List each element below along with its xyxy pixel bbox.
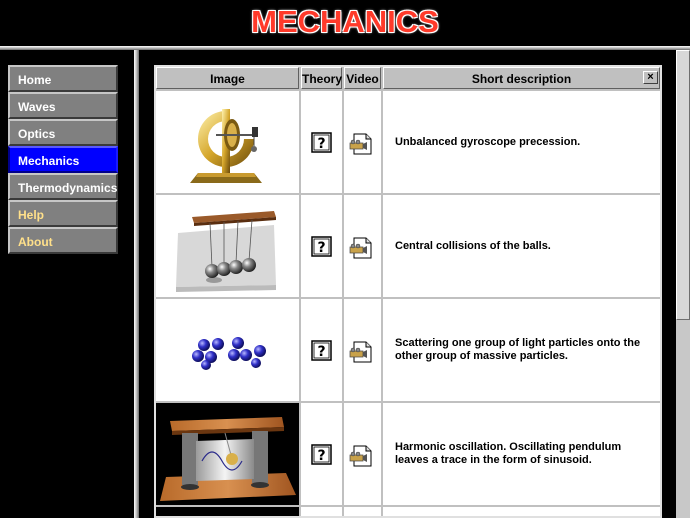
theory-cell	[301, 507, 342, 518]
harmonic-oscillation-image[interactable]	[156, 403, 299, 505]
svg-text:?: ?	[317, 136, 326, 152]
theory-cell	[301, 195, 342, 297]
gyroscope-image[interactable]	[156, 91, 299, 193]
image-cell	[156, 91, 299, 193]
theory-help-icon[interactable]	[311, 444, 332, 465]
sidebar-nav	[8, 65, 118, 254]
table-row	[156, 507, 660, 518]
table-row	[156, 195, 660, 299]
nav-item-waves[interactable]: Waves	[8, 92, 118, 119]
nav-item-help[interactable]: Help	[8, 200, 118, 227]
scrollbar-thumb[interactable]	[676, 50, 690, 320]
nav-item-mechanics[interactable]: Mechanics	[8, 146, 118, 173]
table-row	[156, 299, 660, 403]
video-file-icon[interactable]	[349, 445, 375, 467]
theory-cell	[301, 403, 342, 505]
header-video: Video	[344, 67, 381, 89]
particle-scattering-image[interactable]	[156, 299, 299, 401]
row-description: Central collisions of the balls.	[395, 239, 551, 252]
title-bar	[0, 0, 690, 46]
video-file-icon[interactable]	[349, 237, 375, 259]
experiments-table	[154, 65, 662, 518]
video-cell	[344, 299, 381, 401]
theory-help-icon[interactable]	[311, 340, 332, 361]
table-row	[156, 91, 660, 195]
image-cell	[156, 403, 299, 505]
header-theory: Theory	[301, 67, 342, 89]
video-cell	[344, 507, 381, 518]
video-cell	[344, 195, 381, 297]
image-cell	[156, 195, 299, 297]
description-cell	[383, 91, 660, 193]
description-cell	[383, 507, 660, 518]
header-description: Short description	[383, 67, 660, 89]
row-description: Scattering one group of light particles onto the other group of massive particles.	[395, 337, 641, 362]
table-row	[156, 403, 660, 507]
video-cell	[344, 91, 381, 193]
page-title: MECHANICS	[251, 4, 439, 39]
nav-item-thermodynamics[interactable]: Thermodynamics	[8, 173, 118, 200]
svg-text:?: ?	[317, 448, 326, 464]
main-content	[142, 50, 676, 518]
video-cell	[344, 403, 381, 505]
theory-cell	[301, 91, 342, 193]
theory-cell	[301, 299, 342, 401]
nav-item-optics[interactable]: Optics	[8, 119, 118, 146]
close-button[interactable]: ×	[643, 71, 658, 84]
description-cell	[383, 299, 660, 401]
newtons-cradle-image[interactable]	[156, 195, 299, 297]
theory-help-icon[interactable]	[311, 236, 332, 257]
svg-text:?: ?	[317, 240, 326, 256]
description-cell	[383, 195, 660, 297]
row-description: Unbalanced gyroscope precession.	[395, 135, 581, 148]
nav-item-about[interactable]: About	[8, 227, 118, 254]
vertical-scrollbar[interactable]	[676, 50, 690, 518]
video-file-icon[interactable]	[349, 133, 375, 155]
row-description: Harmonic oscillation. Oscillating pendulum leaves a trace in the form of sinusoid.	[395, 441, 622, 466]
image-cell	[156, 507, 299, 518]
nav-item-home[interactable]: Home	[8, 65, 118, 92]
theory-help-icon[interactable]	[311, 132, 332, 153]
header-image: Image	[156, 67, 299, 89]
description-cell	[383, 403, 660, 505]
svg-text:?: ?	[317, 344, 326, 360]
video-file-icon[interactable]	[349, 341, 375, 363]
image-cell	[156, 299, 299, 401]
sidebar-divider	[134, 50, 139, 518]
